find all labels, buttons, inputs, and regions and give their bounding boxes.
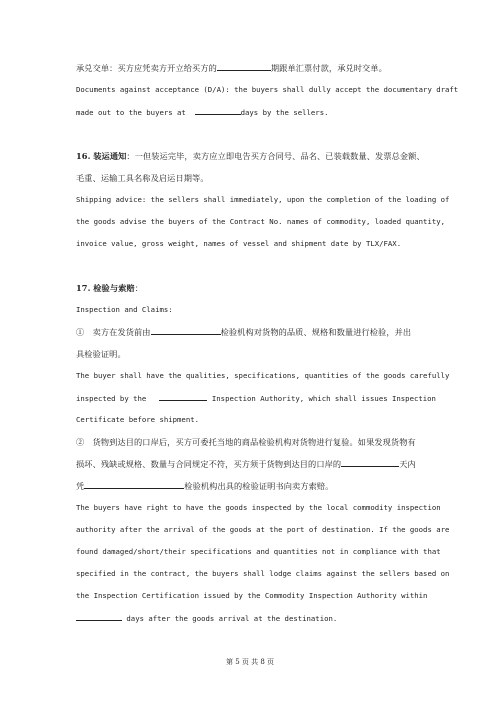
claims-english-line-4: specified in the contract, the buyers shall lodge claims against the sellers based on	[76, 569, 450, 578]
section-title: 装运通知	[93, 151, 127, 161]
text-segment: inspected by the	[76, 394, 147, 403]
inspection-item-2-line-2	[76, 457, 436, 471]
text-segment: days after the goods arrival at the destination.	[126, 614, 338, 623]
text-segment: 承兑交单：买方应凭卖方开立给买方的	[76, 63, 217, 73]
blank-field	[217, 61, 271, 71]
claims-english-line-1: The buyers have right to have the goods inspected by the local commodity inspection	[76, 503, 441, 512]
inspection-item-1-line-2: 具检验证明。	[76, 349, 126, 359]
text-segment: 凭	[76, 481, 85, 491]
inspection-english-line-3: Certificate before shipment.	[76, 415, 200, 424]
section-title: 检验与索赔	[93, 283, 135, 293]
shipping-english-line-1: Shipping advice: the sellers shall immediately, upon the completion of the loading of	[76, 195, 450, 204]
text-segment: 天内	[399, 459, 416, 469]
text-segment: 期跟单汇票付款，承兑时交单。	[270, 63, 387, 73]
claims-english-line-2: authority after the arrival of the goods at the port of destination. If the goods are	[76, 525, 450, 534]
blank-field	[341, 457, 399, 467]
text-segment: 检验机构对货物的品质、规格和数量进行检验，并出	[220, 327, 412, 337]
text-segment: 检验机构出具的检验证明书向卖方索赔。	[184, 481, 334, 491]
inspection-item-1-line-1	[76, 325, 436, 339]
text-segment: days by the sellers.	[240, 108, 329, 117]
shipping-english-line-2: the goods advise the buyers of the Contract No. names of commodity, loaded quantity,	[76, 217, 446, 226]
da-english-line-1: Documents against acceptance (D/A): the buyers shall dully accept the documentary draft	[76, 85, 459, 94]
claims-english-line-5: the Inspection Certification issued by the Commodity Inspection Authority within	[76, 591, 428, 600]
inspection-english-heading: Inspection and Claims:	[76, 305, 173, 314]
section-17-heading-line	[76, 281, 436, 295]
text-segment: ：一但装运完毕，卖方应立即电告买方合同号、品名、已装载数量、发票总金额、	[126, 151, 425, 161]
shipping-english-line-3: invoice value, gross weight, names of vessel and shipment date by TLX/FAX.	[76, 239, 402, 248]
shipping-chinese-line-2: 毛重、运输工具名称及启运日期等。	[76, 173, 209, 183]
text-segment: ① 卖方在发货前由	[76, 327, 151, 337]
blank-field	[195, 105, 241, 115]
text-segment: ：	[134, 283, 143, 293]
text-segment: Inspection Authority, which shall issues Inspection	[211, 394, 436, 403]
da-english-line-2	[76, 105, 436, 120]
blank-field	[151, 325, 221, 335]
da-chinese-line	[76, 61, 436, 75]
claims-english-line-6	[76, 611, 436, 626]
blank-field	[159, 391, 207, 401]
inspection-english-line-2	[76, 391, 436, 406]
blank-field	[84, 479, 184, 489]
blank-field	[76, 611, 122, 621]
page-footer: 第 5 页 共 8 页	[225, 658, 275, 666]
claims-english-line-3: found damaged/short/their specifications and quantities not in compliance with that	[76, 547, 441, 556]
inspection-english-line-1: The buyer shall have the qualities, specifications, quantities of the goods carefully	[76, 371, 450, 380]
section-number: 17.	[76, 283, 91, 293]
inspection-item-2-line-1: ② 货物到达目的口岸后，买方可委托当地的商品检验机构对货物进行复验。如果发现货物有	[76, 437, 416, 447]
text-segment: made out to the buyers at	[76, 108, 186, 117]
section-number: 16.	[76, 151, 91, 161]
text-segment: 损坏、残缺或规格、数量与合同规定不符，买方须于货物到达目的口岸的	[76, 459, 342, 469]
section-16-heading-line	[76, 149, 436, 163]
inspection-item-2-line-3	[76, 479, 436, 493]
